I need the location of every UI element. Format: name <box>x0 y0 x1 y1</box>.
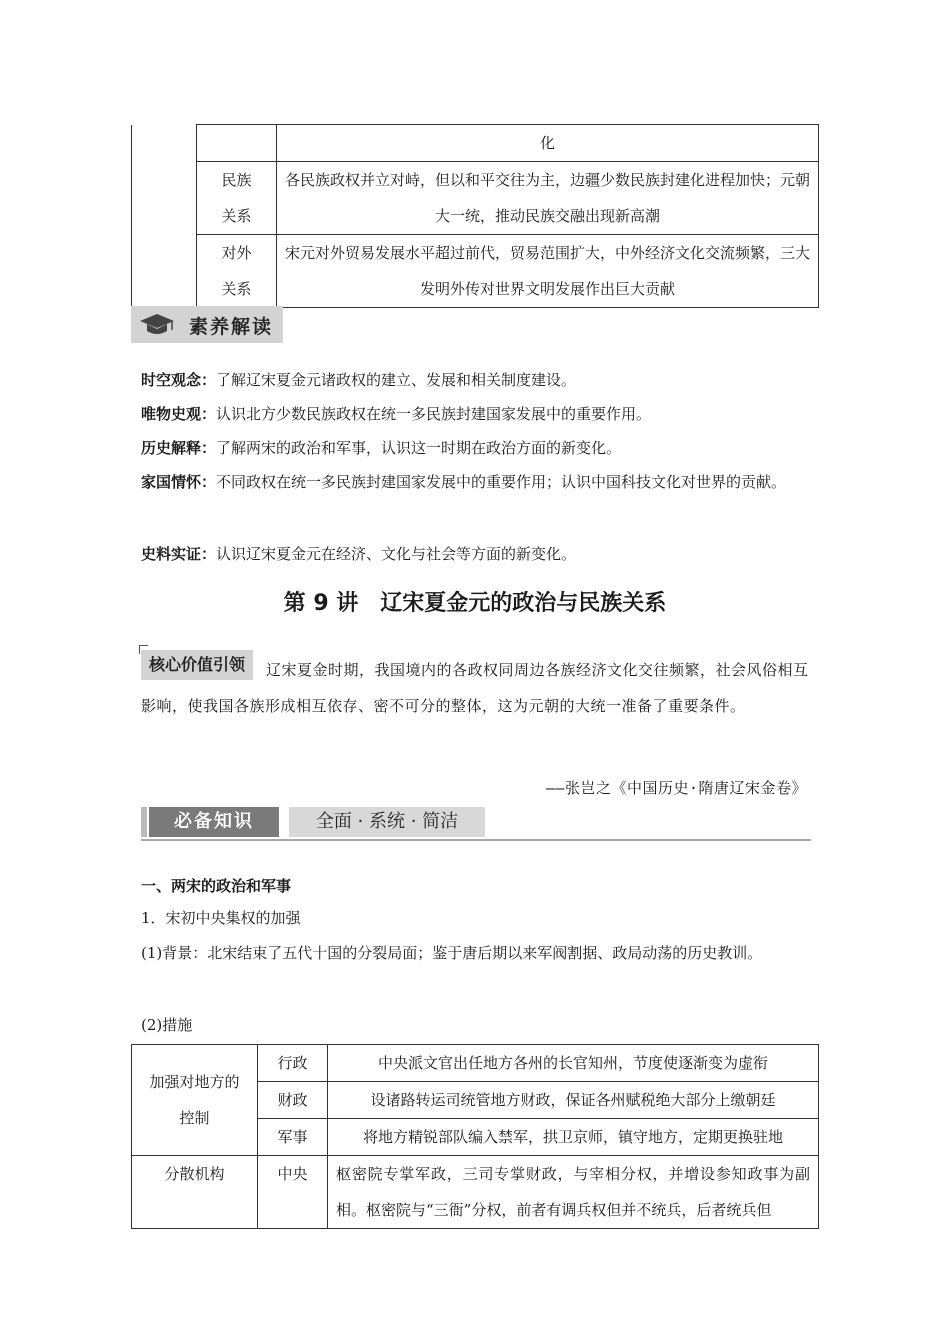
item-label: 史料实证： <box>141 545 217 563</box>
measures-label: (2)措施 <box>141 1016 193 1034</box>
content-cell: 宋元对外贸易发展水平超过前代，贸易范围扩大，中外经济文化交流频繁，三大发明外传对世界文明发展作出巨大贡献 <box>277 235 819 308</box>
item-cell: 中央 <box>258 1156 328 1229</box>
item-cell: 行政 <box>258 1045 328 1082</box>
item-text: 了解两宋的政治和军事，认识这一时期在政治方面的新变化。 <box>216 439 622 457</box>
bibei-subtitle: 全面 · 系统 · 简洁 <box>289 807 485 837</box>
continuation-table <box>131 124 819 308</box>
lecture-title: 第 9 讲 辽宋夏金元的政治与民族关系 <box>283 591 667 616</box>
table-row <box>132 235 819 308</box>
item-text: 认识辽宋夏金元在经济、文化与社会等方面的新变化。 <box>216 545 577 563</box>
suyang-item <box>141 363 813 397</box>
suyang-item <box>141 431 813 465</box>
aspect-cell <box>197 125 277 162</box>
banner-rule <box>141 839 811 841</box>
core-value-quote: 辽宋夏金时期，我国境内的各政权同周边各族经济文化交往频繁，社会风俗相互影响，使我国各族形成相互依存、密不可分的整体，这为元朝的大统一准备了重要条件。 <box>141 661 809 715</box>
aspect-cell: 对外关系 <box>197 235 277 308</box>
item-cell: 财政 <box>258 1082 328 1119</box>
item-label: 历史解释： <box>141 439 217 457</box>
subsection-heading: 1．宋初中央集权的加强 <box>141 909 301 927</box>
content-cell: 各民族政权并立对峙，但以和平交往为主，边疆少数民族封建化进程加快；元朝大一统，推动民族交融出现新高潮 <box>277 162 819 235</box>
suyang-banner <box>131 306 283 343</box>
group-cell: 加强对地方的控制 <box>132 1045 258 1156</box>
item-text: 了解辽宋夏金元诸政权的建立、发展和相关制度建设。 <box>216 371 577 389</box>
item-label: 时空观念： <box>141 371 217 389</box>
table-row <box>132 1045 819 1082</box>
item-label: 家国情怀： <box>141 473 217 491</box>
background-paragraph: (1)背景：北宋结束了五代十国的分裂局面；鉴于唐后期以来军阀割据、政局动荡的历史教训。 <box>141 944 763 962</box>
core-value-source: ——张岂之《中国历史·隋唐辽宋金卷》 <box>545 779 807 797</box>
graduation-cap-icon <box>139 312 175 338</box>
suyang-item <box>141 465 813 499</box>
core-value-tag: 核心价值引领 <box>141 650 253 680</box>
table-row <box>132 162 819 235</box>
suyang-title: 素养解读 <box>189 316 274 338</box>
measures-table <box>131 1044 819 1229</box>
bibei-banner <box>141 805 811 843</box>
item-text: 认识北方少数民族政权在统一多民族封建国家发展中的重要作用。 <box>216 405 652 423</box>
bibei-label: 必备知识 <box>149 807 279 837</box>
content-cell: 将地方精锐部队编入禁军，拱卫京师，镇守地方，定期更换驻地 <box>328 1119 819 1156</box>
suyang-item <box>141 397 813 431</box>
suyang-item <box>141 537 813 571</box>
item-text: 不同政权在统一多民族封建国家发展中的重要作用；认识中国科技文化对世界的贡献。 <box>216 473 787 491</box>
table-cell-empty <box>132 125 197 308</box>
item-cell: 军事 <box>258 1119 328 1156</box>
group-cell: 分散机构 <box>132 1156 258 1229</box>
content-cell: 设诸路转运司统管地方财政，保证各州赋税绝大部分上缴朝廷 <box>328 1082 819 1119</box>
item-label: 唯物史观： <box>141 405 217 423</box>
section-heading: 一、两宋的政治和军事 <box>141 877 292 895</box>
content-cell: 中央派文官出任地方各州的长官知州，节度使逐渐变为虚衔 <box>328 1045 819 1082</box>
content-cell: 化 <box>277 125 819 162</box>
content-cell: 枢密院专掌军政，三司专掌财政，与宰相分权，并增设参知政事为副相。枢密院与“三衙”分权，前者有调兵权但并不统兵，后者统兵但 <box>328 1156 819 1229</box>
table-row <box>132 125 819 162</box>
table-row <box>132 1156 819 1229</box>
banner-stripe <box>141 807 147 837</box>
aspect-cell: 民族关系 <box>197 162 277 235</box>
